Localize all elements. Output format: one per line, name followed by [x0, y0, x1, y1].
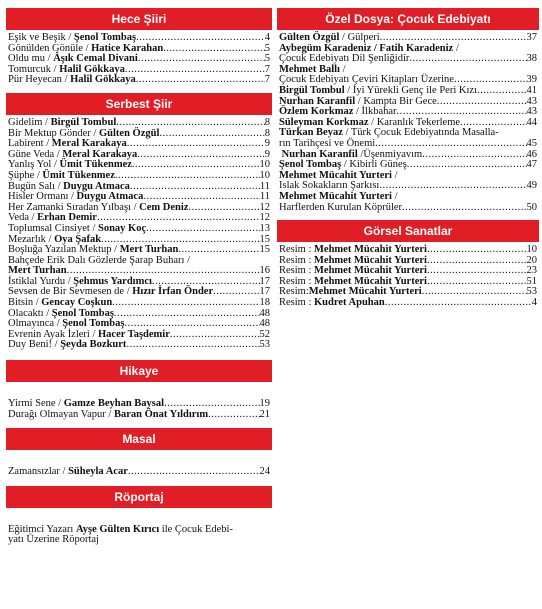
section-header-gorsel-sanatlar: Görsel Sanatlar — [277, 220, 539, 242]
toc-entry[interactable]: Nurhan Karanfil / Kampta Bir Gece ..... 43 — [279, 97, 537, 108]
toc-entry[interactable]: Her Zamanki Sıradan Yılbaşı / Cem Deniz ..... 12 — [8, 203, 270, 214]
toc-entry[interactable]: Çocuk Edebiyatı Dil Şenliğidir ..... 38 — [279, 54, 537, 65]
toc-entry[interactable]: Bitsin / Gencay Coşkun ..... 18 — [8, 298, 270, 309]
toc-entry[interactable]: Süleyman Korkmaz / Karanlık Tekerleme ..... 44 — [279, 118, 537, 129]
toc-entry[interactable]: Nurhan Karanfil /Üşenmiyavım ..... 46 — [279, 150, 537, 161]
toc-entry[interactable]: Eşik ve Beşik / Şenol Tombaş ..... 4 — [8, 33, 270, 44]
toc-entry[interactable]: Özlem Korkmaz / İlkbahar ..... 43 — [279, 107, 537, 118]
toc-entry[interactable]: Tomurcuk / Halil Gökkaya ..... 7 — [8, 65, 270, 76]
toc-entry[interactable]: Bir Mektup Gönder / Gülten Özgül ..... 8 — [8, 129, 270, 140]
toc-entry[interactable]: Resim : Mehmet Mücahit Yurteri ..... 51 — [279, 277, 537, 288]
toc-entry[interactable]: Yanlış Yol / Ümit Tükenmez ..... 10 — [8, 160, 270, 171]
toc-entry[interactable]: Pür Heyecan / Halil Gökkaya ..... 7 — [8, 75, 270, 86]
ozel-dosya-list — [277, 33, 539, 213]
toc-entry-author-line[interactable]: Mehmet Mücahit Yurteri / — [279, 190, 398, 202]
toc-entry[interactable]: İstiklal Yurdu / Şehmus Yardımcı ..... 17 — [8, 277, 270, 288]
toc-entry[interactable]: Gönülden Gönüle / Hatice Karahan ..... 5 — [8, 44, 270, 55]
section-header-roportaj: Röportaj — [6, 486, 272, 508]
toc-entry[interactable]: Harflerden Kurulan Köprüler ..... 50 — [279, 203, 537, 214]
masal-list — [6, 453, 272, 478]
section-header-masal: Masal — [6, 428, 272, 450]
serbest-siir-list — [6, 118, 272, 351]
roportaj-line-2[interactable]: yatı Üzerine Röportaj — [8, 534, 99, 546]
toc-entry[interactable]: Duy Beni! / Şeyda Bozkurt ..... 53 — [8, 340, 270, 351]
toc-entry[interactable]: Birgül Tombul / İyi Yürekli Genç ile Peri Kızı ..... 41 — [279, 86, 537, 97]
toc-entry[interactable]: Durağı Olmayan Vapur / Baran Önat Yıldırım ..... 21 — [8, 410, 270, 421]
toc-entry[interactable]: rın Tarihçesi ve Önemi ..... 45 — [279, 139, 537, 150]
toc-entry[interactable]: Olacaktı / Şenol Tombaş ..... 48 — [8, 309, 270, 320]
toc-entry[interactable]: Veda / Erhan Demir ..... 12 — [8, 213, 270, 224]
toc-entry[interactable]: Mezarlık / Oya Şafak ..... 15 — [8, 235, 270, 246]
section-header-ozel-dosya: Özel Dosya: Çocuk Edebiyatı — [277, 8, 539, 30]
toc-entry[interactable]: Çocuk Edebiyatı Çeviri Kitapları Üzerine ..... 39 — [279, 75, 537, 86]
toc-entry[interactable]: Mert Turhan ..... 16 — [8, 266, 270, 277]
toc-entry[interactable]: Zamansızlar / Süheyla Acar ..... 24 — [8, 467, 270, 478]
toc-entry[interactable]: Resim:Mehmet Mücahit Yurteri ..... 53 — [279, 287, 537, 298]
toc-entry[interactable]: Gülten Özgül / Gülperi ..... 37 — [279, 33, 537, 44]
toc-entry[interactable]: Yirmi Sene / Gamze Beyhan Baysal ..... 19 — [8, 399, 270, 410]
roportaj-list — [6, 511, 272, 546]
section-header-hece-siiri: Hece Şiiri — [6, 8, 272, 30]
toc-entry[interactable]: Sevsen de Bir Sevmesen de / Hızır İrfan Önder ..... 17 — [8, 287, 270, 298]
gorsel-sanatlar-list — [277, 245, 539, 309]
toc-entry[interactable]: Şenol Tombaş / Kibirli Güneş ..... 47 — [279, 160, 537, 171]
toc-entry[interactable]: Evrenin Ayak İzleri / Hacer Taşdemir ..... 52 — [8, 330, 270, 341]
toc-entry[interactable]: Hisler Ormanı / Duygu Atmaca ..... 11 — [8, 192, 270, 203]
toc-entry-author-line[interactable]: Aybegüm Karadeniz / Fatih Karadeniz / — [279, 42, 459, 54]
toc-entry[interactable]: Resim : Mehmet Mücahit Yurteri ..... 20 — [279, 256, 537, 267]
toc-entry[interactable]: Oldu mu / Âşık Cemal Divani ..... 5 — [8, 54, 270, 65]
toc-entry-author-line[interactable]: Mehmet Ballı / — [279, 63, 346, 75]
right-column — [277, 0, 539, 309]
hece-siiri-list — [6, 33, 272, 86]
section-header-serbest-siir: Serbest Şiir — [6, 93, 272, 115]
toc-entry[interactable]: Boşluğa Yazılan Mektup / Mert Turhan ..... 15 — [8, 245, 270, 256]
toc-entry[interactable]: Toplumsal Cinsiyet / Sonay Koç ..... 13 — [8, 224, 270, 235]
hikaye-list — [6, 385, 272, 420]
left-column — [6, 0, 272, 546]
toc-entry[interactable]: Resim : Mehmet Mücahit Yurteri ..... 23 — [279, 266, 537, 277]
toc-entry[interactable]: Şüphe / Ümit Tükenmez ..... 10 — [8, 171, 270, 182]
toc-entry[interactable]: Gidelim / Birgül Tombul ..... 8 — [8, 118, 270, 129]
toc-entry[interactable]: Islak Sokakların Şarkısı ..... 49 — [279, 181, 537, 192]
section-header-hikaye: Hikaye — [6, 360, 272, 382]
toc-entry[interactable]: Resim : Kudret Apuhan ..... 4 — [279, 298, 537, 309]
toc-entry-author-line[interactable]: Mehmet Mücahit Yurteri / — [279, 169, 398, 181]
roportaj-line-1[interactable]: Eğitimci Yazarı Ayşe Gülten Kırıcı ile Çocuk Edebi- — [8, 523, 233, 535]
toc-entry[interactable]: Olmayınca / Şenol Tombaş ..... 48 — [8, 319, 270, 330]
toc-entry-title-line[interactable]: Bahçede Erik Dalı Gözlerde Şarap Buharı / — [8, 254, 190, 266]
toc-entry[interactable]: Resim : Mehmet Mücahit Yurteri ..... 10 — [279, 245, 537, 256]
toc-entry-author-line[interactable]: Türkan Beyaz / Türk Çocuk Edebiyatında Masalla- — [279, 127, 499, 139]
toc-entry[interactable]: Bugün Salı / Duygu Atmaca ..... 11 — [8, 182, 270, 193]
toc-entry[interactable]: Güne Veda / Meral Karakaya ..... 9 — [8, 150, 270, 161]
toc-entry[interactable]: Labirent / Meral Karakaya ..... 9 — [8, 139, 270, 150]
